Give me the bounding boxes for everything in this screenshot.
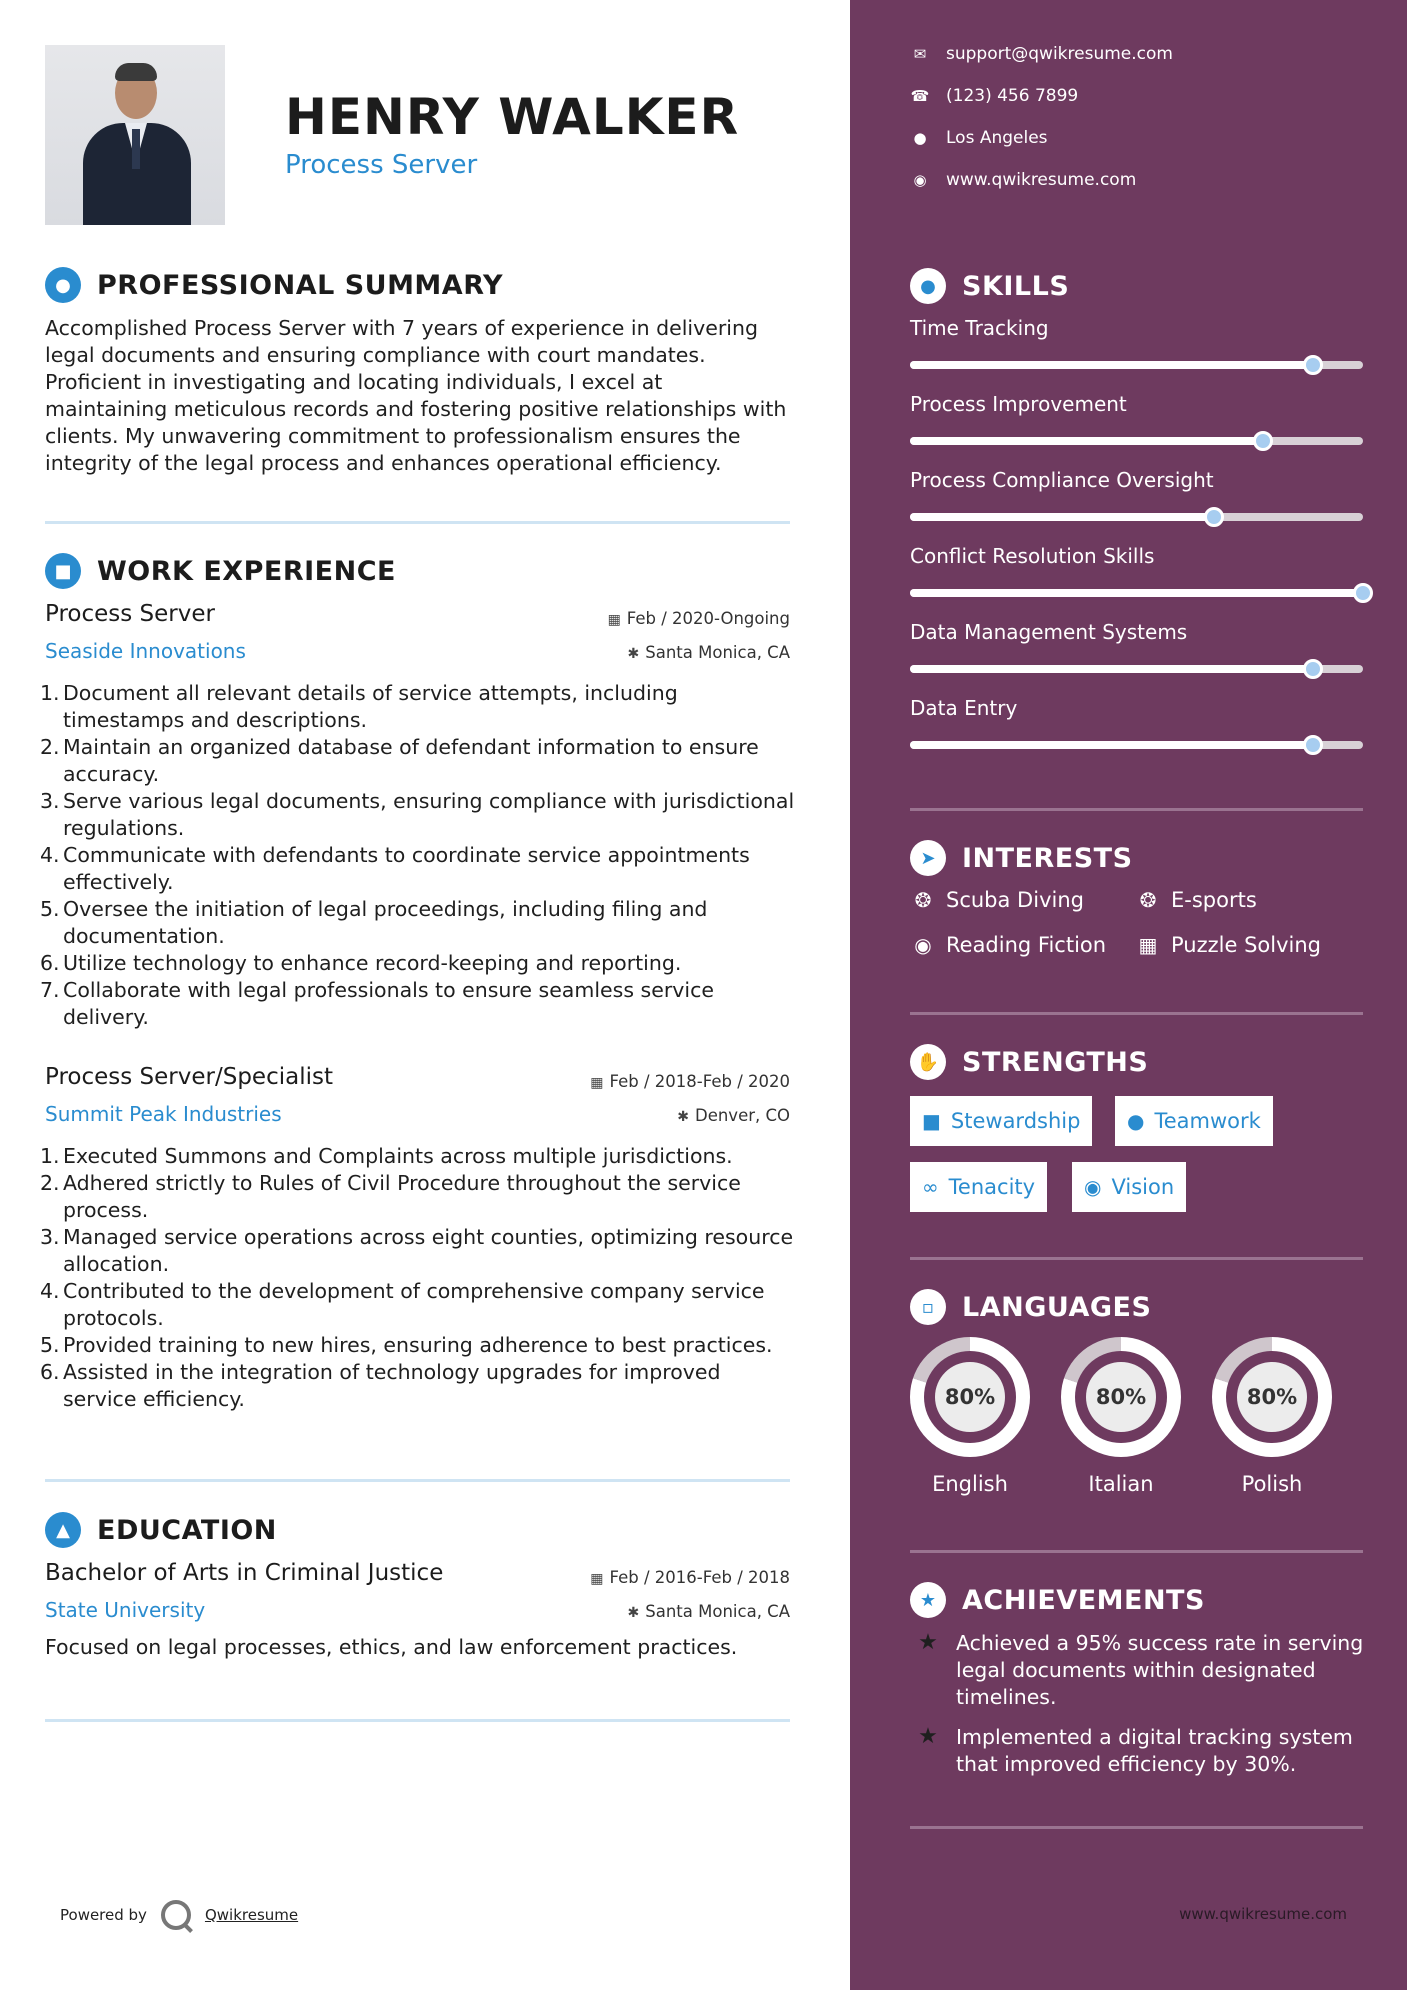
list-text: Oversee the initiation of legal proceedings, including filing and documentation. [63,897,708,948]
list-item [40,1143,800,1170]
skill-bar-fill [910,513,1214,521]
list-number: 5. [40,897,60,921]
briefcase-icon: ■ [922,1109,941,1133]
link-icon: ∞ [922,1175,939,1199]
job-title: Process Server/Specialist [45,1064,333,1090]
skill-bar [910,741,1363,749]
divider [45,1479,790,1482]
list-number: 2. [40,735,60,759]
list-number: 6. [40,1360,60,1384]
degree-title: Bachelor of Arts in Criminal Justice [45,1560,444,1586]
interest-item: ▦ Puzzle Solving [1135,933,1321,957]
skill-bar [910,513,1363,521]
job-date: ▦ Feb / 2018-Feb / 2020 [590,1072,790,1091]
divider [45,521,790,524]
profile-photo [45,45,225,225]
skill-label: Data Management Systems [910,620,1188,644]
calendar-icon: ▦ [590,1571,604,1587]
calendar-icon: ▦ [590,1075,604,1091]
list-text: Contributed to the development of comprehensive company service protocols. [63,1279,765,1330]
list-number: 1. [40,681,60,705]
skill-label: Process Compliance Oversight [910,468,1214,492]
language-name: English [932,1472,1008,1496]
language-percent: 80% [1237,1362,1307,1432]
list-item [40,842,800,896]
candidate-name: HENRY WALKER [285,88,740,146]
job-company: Summit Peak Industries [45,1102,282,1126]
achievement-item: ★ Achieved a 95% success rate in serving legal documents within designated timelines. [910,1630,1370,1711]
list-number: 4. [40,843,60,867]
list-item [40,680,800,734]
skill-bar-fill [910,437,1263,445]
summary-title: PROFESSIONAL SUMMARY [97,269,504,301]
strengths-heading [910,1044,1148,1080]
job-date: ▦ Feb / 2020-Ongoing [607,609,790,628]
map-pin-icon: ● [913,129,927,147]
skill-bar [910,589,1363,597]
language-percent: 80% [1086,1362,1156,1432]
users-icon: ● [1127,1109,1145,1133]
skill-label: Conflict Resolution Skills [910,544,1155,568]
interests-heading [910,840,1133,876]
summary-text: Accomplished Process Server with 7 years of experience in delivering legal documents and ensuring compliance with court mandates. Proficient in investigating and locating individuals, I excel at maintaining meticulous records and fostering positive relationships with clients. My unwavering commitment to professionalism ensures the integrity of the legal process and enhances operational efficiency. [45,316,787,475]
paper-plane-icon: ➤ [910,840,946,876]
list-item [40,950,800,977]
language-name: Polish [1241,1472,1303,1496]
list-item [40,1224,800,1278]
education-description: Focused on legal processes, ethics, and law enforcement practices. [45,1635,738,1659]
strength-badge: ∞ Tenacity [910,1162,1047,1212]
contact-location: ● Los Angeles [910,128,1048,148]
contact-email[interactable]: ✉ support@qwikresume.com [910,44,1173,64]
divider [910,808,1363,811]
list-number: 5. [40,1333,60,1357]
divider [910,1012,1363,1015]
skill-level-handle [1353,583,1373,603]
interest-item: ❂ E-sports [1135,888,1257,912]
footer-website[interactable]: www.qwikresume.com [1179,1905,1347,1923]
skill-bar-fill [910,361,1313,369]
list-item [40,1278,800,1332]
summary-heading [45,267,503,303]
job-duties-list [40,1143,800,1413]
education-heading [45,1512,277,1548]
skills-heading [910,268,1069,304]
candidate-role: Process Server [285,150,478,180]
book-icon: ▦ [1138,933,1158,957]
list-number: 1. [40,1144,60,1168]
list-text: Serve various legal documents, ensuring compliance with jurisdictional regulations. [63,789,795,840]
skill-label: Process Improvement [910,392,1127,416]
languages-title: LANGUAGES [962,1291,1152,1323]
list-item [40,788,800,842]
school-name: State University [45,1598,206,1622]
contact-phone[interactable]: ☎ (123) 456 7899 [910,86,1079,106]
education-date: ▦ Feb / 2016-Feb / 2018 [590,1568,790,1587]
strength-badge: ■ Stewardship [910,1096,1092,1146]
pin-icon: ✱ [627,646,640,662]
skills-title: SKILLS [962,270,1070,302]
job-title: Process Server [45,601,215,627]
list-item [40,734,800,788]
achievement-item: ★ Implemented a digital tracking system that improved efficiency by 30%. [910,1724,1370,1778]
skill-bar [910,437,1363,445]
pin-icon: ✱ [627,1605,640,1621]
qwikresume-logo-icon [161,1900,191,1930]
skill-level-handle [1204,507,1224,527]
divider [45,1719,790,1722]
list-number: 3. [40,1225,60,1249]
interest-item: ❂ Scuba Diving [910,888,1084,912]
skill-label: Data Entry [910,696,1018,720]
divider [910,1257,1363,1260]
list-text: Document all relevant details of service attempts, including timestamps and descriptions. [63,681,678,732]
list-item [40,977,800,1031]
language-ring [910,1337,1030,1457]
lifebuoy-icon: ❂ [1139,888,1157,912]
skill-bar [910,665,1363,673]
graduation-cap-icon: ▲ [45,1512,81,1548]
list-number: 7. [40,978,60,1002]
list-text: Provided training to new hires, ensuring adherence to best practices. [63,1333,773,1357]
list-text: Utilize technology to enhance record-keeping and reporting. [63,951,682,975]
language-name: Italian [1088,1472,1154,1496]
achievements-heading [910,1582,1205,1618]
divider [910,1826,1363,1829]
phone-icon: ☎ [910,87,930,105]
lightbulb-icon: ● [910,268,946,304]
powered-by-label: Powered by [60,1906,147,1924]
list-item [40,1170,800,1224]
achievements-title: ACHIEVEMENTS [962,1584,1205,1616]
strengths-title: STRENGTHS [962,1046,1149,1078]
binoculars-icon: ◉ [1084,1175,1102,1199]
list-item [40,896,800,950]
list-text: Adhered strictly to Rules of Civil Procedure throughout the service process. [63,1171,741,1222]
list-number: 6. [40,951,60,975]
languages-heading [910,1289,1151,1325]
experience-title: WORK EXPERIENCE [97,555,396,587]
education-location: ✱ Santa Monica, CA [627,1602,790,1621]
lifebuoy-icon: ❂ [914,888,932,912]
fist-icon: ✋ [910,1044,946,1080]
education-title: EDUCATION [97,1514,277,1546]
job-company: Seaside Innovations [45,639,246,663]
globe-icon: ◉ [913,171,927,189]
interest-item: ◉ Reading Fiction [910,933,1106,957]
list-text: Maintain an organized database of defendant information to ensure accuracy. [63,735,759,786]
gamepad-icon: ◉ [914,933,932,957]
shooting-star-icon: ★ [918,1724,938,1749]
contact-website[interactable]: ◉ www.qwikresume.com [910,170,1136,190]
list-text: Collaborate with legal professionals to ensure seamless service delivery. [63,978,714,1029]
skill-label: Time Tracking [910,316,1049,340]
interests-title: INTERESTS [962,842,1133,874]
skill-bar-fill [910,741,1313,749]
brand-link[interactable]: Qwikresume [204,1906,299,1924]
list-text: Managed service operations across eight counties, optimizing resource allocation. [63,1225,794,1276]
star-badge-icon: ★ [910,1582,946,1618]
list-text: Executed Summons and Complaints across multiple jurisdictions. [63,1144,733,1168]
job-duties-list [40,680,800,1031]
footer-powered-by [60,1900,298,1930]
strength-badge: ● Teamwork [1115,1096,1273,1146]
envelope-icon: ✉ [913,45,927,63]
strength-badge: ◉ Vision [1072,1162,1186,1212]
language-ring [1061,1337,1181,1457]
list-number: 4. [40,1279,60,1303]
translate-icon: ▫ [910,1289,946,1325]
experience-heading [45,553,396,589]
list-number: 3. [40,789,60,813]
language-percent: 80% [935,1362,1005,1432]
list-number: 2. [40,1171,60,1195]
skill-bar-fill [910,589,1363,597]
calendar-icon: ▦ [607,612,621,628]
pin-icon: ✱ [677,1109,689,1125]
job-location: ✱ Santa Monica, CA [627,643,790,662]
skill-bar [910,361,1363,369]
skill-bar-fill [910,665,1313,673]
shooting-star-icon: ★ [918,1630,938,1655]
job-location: ✱ Denver, CO [677,1106,790,1125]
list-item [40,1332,800,1359]
briefcase-icon: ■ [45,553,81,589]
divider [910,1550,1363,1553]
list-text: Assisted in the integration of technology upgrades for improved service efficiency. [63,1360,721,1411]
list-text: Communicate with defendants to coordinate service appointments effectively. [63,843,750,894]
language-ring [1212,1337,1332,1457]
user-icon: ● [45,267,81,303]
list-item [40,1359,800,1413]
